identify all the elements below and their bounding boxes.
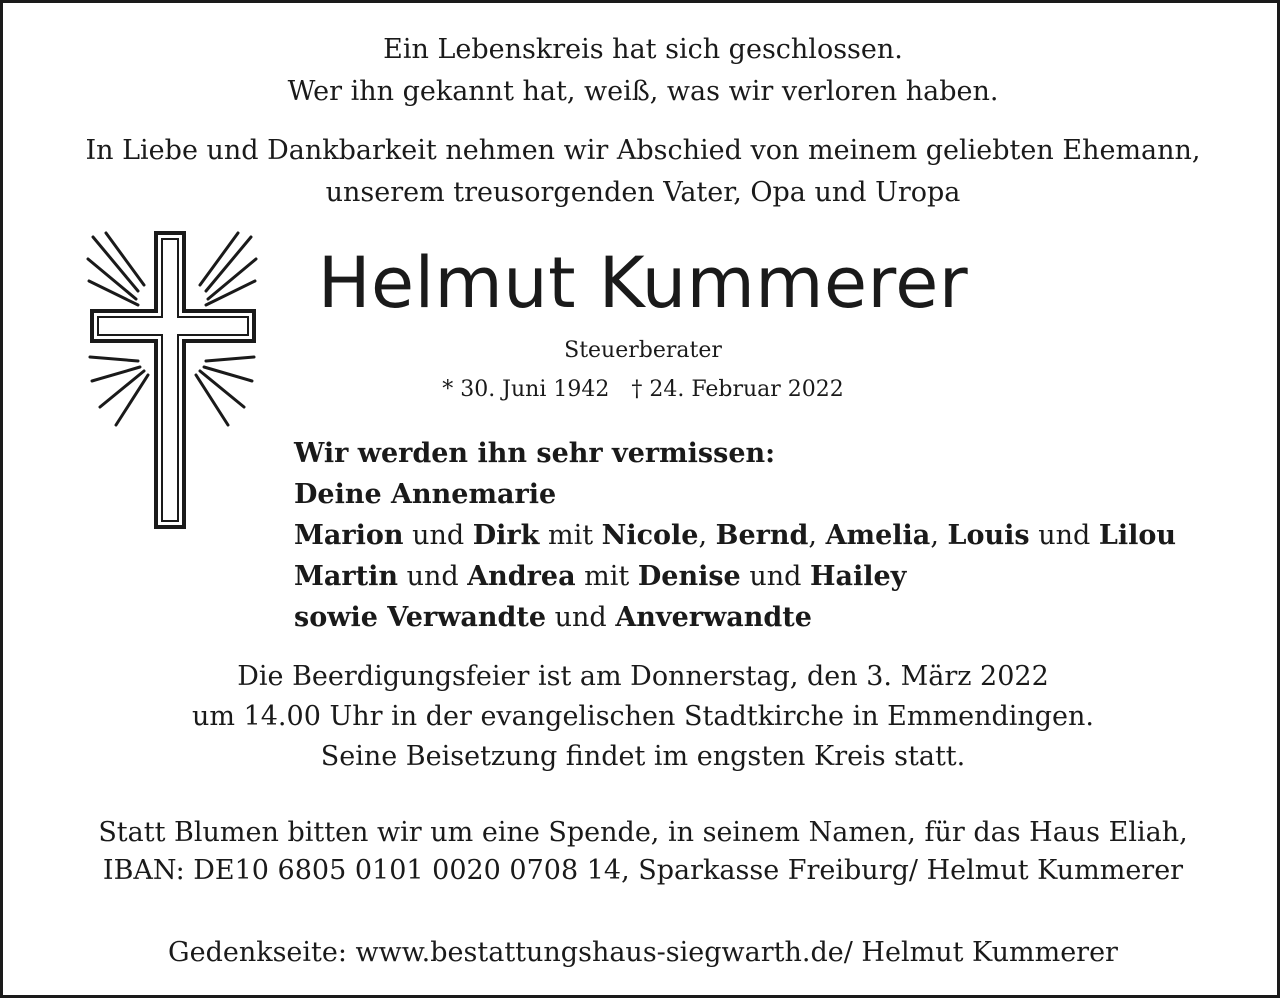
memorial-page-line: Gedenkseite: www.bestattungshaus-siegwarth.de/ Helmut Kummerer: [168, 937, 1118, 968]
mourner-wife: Deine Annemarie: [294, 479, 557, 510]
deceased-name: Helmut Kummerer: [317, 242, 969, 324]
death-date: † 24. Februar 2022: [631, 377, 844, 402]
mourners-heading: Wir werden ihn sehr vermissen:: [294, 438, 776, 469]
mourner-relatives: sowie Verwandte und Anverwandte: [294, 602, 812, 633]
funeral-line-1: Die Beerdigungsfeier ist am Donnerstag, den 3. März 2022: [237, 661, 1049, 692]
intro-line-1: In Liebe und Dankbarkeit nehmen wir Abschied von meinem geliebten Ehemann,: [85, 135, 1201, 166]
quote-line-2: Wer ihn gekannt hat, weiß, was wir verloren haben.: [287, 76, 999, 107]
deceased-profession: Steuerberater: [564, 338, 722, 363]
funeral-line-2: um 14.00 Uhr in der evangelischen Stadtkirche in Emmendingen.: [192, 701, 1094, 732]
quote-line-1: Ein Lebenskreis hat sich geschlossen.: [383, 34, 903, 65]
mourner-family-2: Martin und Andrea mit Denise und Hailey: [294, 561, 907, 592]
funeral-line-3: Seine Beisetzung findet im engsten Kreis statt.: [320, 741, 966, 772]
intro-line-2: unserem treusorgenden Vater, Opa und Uropa: [325, 177, 961, 208]
mourners-block: [294, 433, 1176, 638]
life-dates: [3, 376, 1280, 404]
donation-line-2: IBAN: DE10 6805 0101 0020 0708 14, Sparkasse Freiburg/ Helmut Kummerer: [102, 855, 1184, 886]
mourner-family-1: Marion und Dirk mit Nicole, Bernd, Amelia, Louis und Lilou: [294, 520, 1176, 551]
donation-line-1: Statt Blumen bitten wir um eine Spende, in seinem Namen, für das Haus Eliah,: [98, 817, 1188, 848]
birth-date: * 30. Juni 1942: [442, 377, 610, 402]
